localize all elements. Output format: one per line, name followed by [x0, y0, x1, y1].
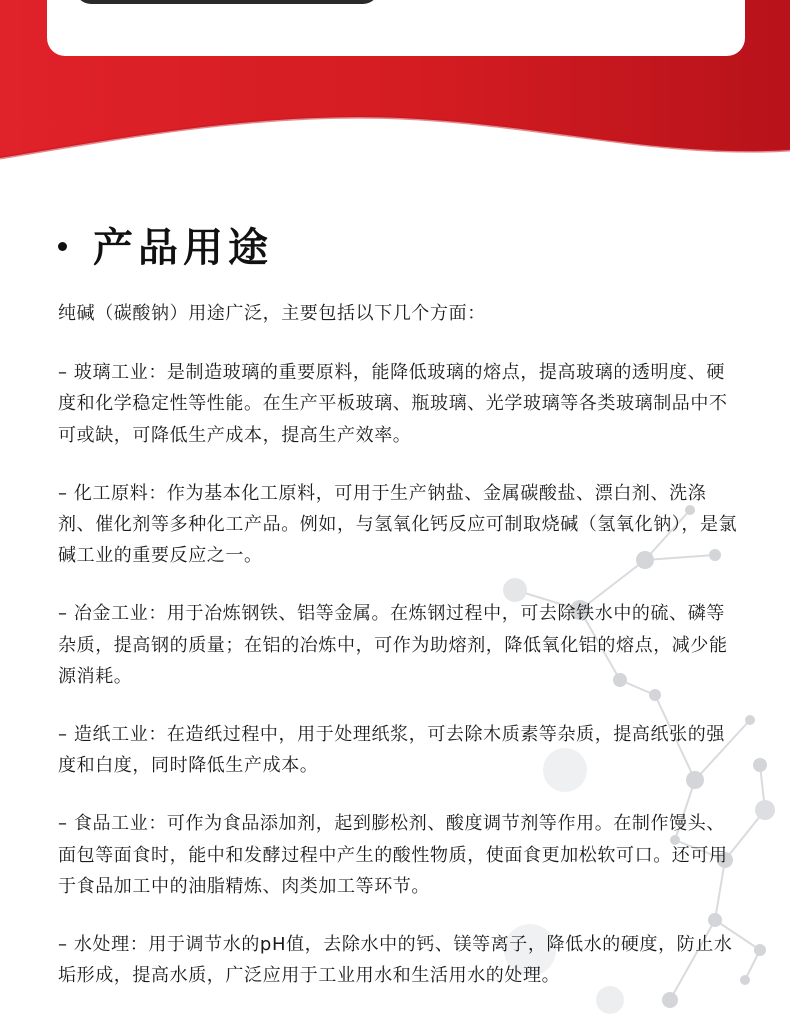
usage-item-food: – 食品工业：可作为食品添加剂，起到膨松剂、酸度调节剂等作用。在制作馒头、面包等面食时，能中和发酵过程中产生的酸性物质，使面食更加松软可口。还可用于食品加工中的油脂精炼、肉类加工等环节。: [58, 813, 728, 897]
hero-image-card: [47, 0, 745, 56]
bullet-dot: [58, 242, 67, 251]
hero-dark-bar: [75, 0, 379, 4]
intro-text: 纯碱（碳酸钠）用途广泛，主要包括以下几个方面：: [58, 303, 486, 324]
section-title: 产品用途: [93, 224, 273, 271]
section-heading: [58, 214, 273, 274]
usage-item-metallurgy: – 冶金工业：用于冶炼钢铁、铝等金属。在炼钢过程中，可去除铁水中的硫、磷等杂质，提高钢的质量；在铝的冶炼中，可作为助熔剂，降低氧化铝的熔点，减少能源消耗。: [58, 603, 728, 687]
usage-item-glass: – 玻璃工业：是制造玻璃的重要原料，能降低玻璃的熔点，提高玻璃的透明度、硬度和化学稳定性等性能。在生产平板玻璃、瓶玻璃、光学玻璃等各类玻璃制品中不可或缺，可降低生产成本，提高生产效率。: [58, 362, 728, 446]
usage-item-water: – 水处理：用于调节水的pH值，去除水中的钙、镁等离子，降低水的硬度，防止水垢形成，提高水质，广泛应用于工业用水和生活用水的处理。: [58, 934, 733, 987]
usage-item-chemical: – 化工原料：作为基本化工原料，可用于生产钠盐、金属碳酸盐、漂白剂、洗涤剂、催化剂等多种化工产品。例如，与氢氧化钙反应可制取烧碱（氢氧化钠），是氯碱工业的重要反应之一。: [58, 482, 738, 567]
usage-content: [58, 298, 738, 1018]
usage-item-paper: – 造纸工业：在造纸过程中，用于处理纸浆，可去除木质素等杂质，提高纸张的强度和白度，同时降低生产成本。: [58, 724, 725, 777]
